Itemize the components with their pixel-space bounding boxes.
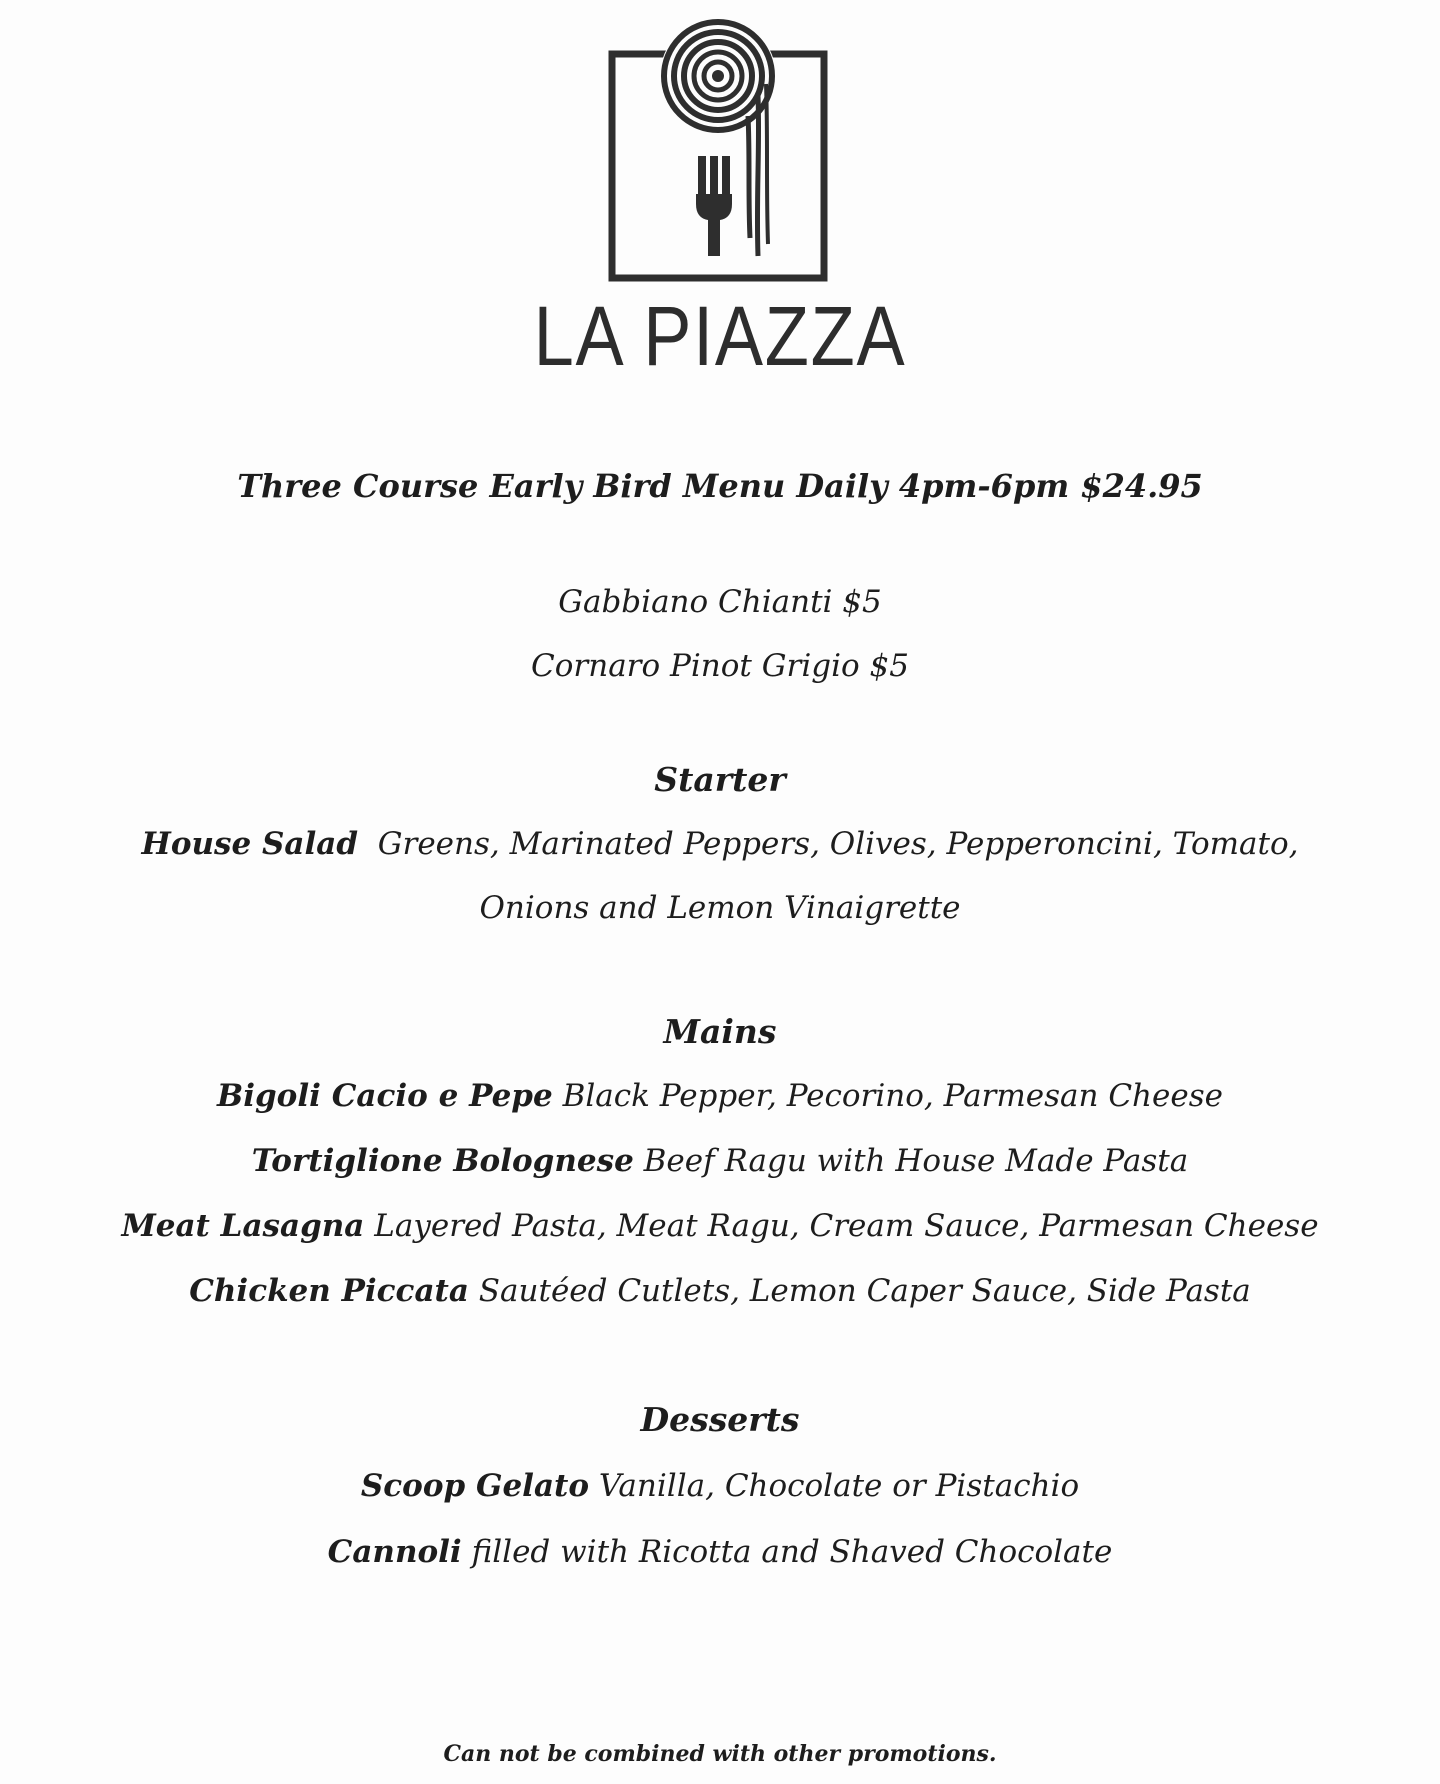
fork-spaghetti-logo-icon xyxy=(598,6,838,282)
mains-item xyxy=(0,1271,1440,1311)
item-description: filled with Ricotta and Shaved Chocolate xyxy=(471,1534,1113,1570)
desserts-item xyxy=(0,1532,1440,1572)
item-name: Scoop Gelato xyxy=(360,1468,590,1504)
item-name: House Salad xyxy=(141,826,359,862)
mains-heading: Mains xyxy=(663,1012,777,1051)
early-bird-tagline: Three Course Early Bird Menu Daily 4pm-6pm $24.95 xyxy=(237,467,1203,505)
mains-item xyxy=(0,1206,1440,1246)
item-name: Cannoli xyxy=(327,1534,462,1570)
starter-item xyxy=(0,824,1440,864)
item-description: Sautéed Cutlets, Lemon Caper Sauce, Side Pasta xyxy=(478,1273,1251,1309)
wine-line-1: Gabbiano Chianti $5 xyxy=(558,584,882,620)
item-description: Greens, Marinated Peppers, Olives, Pepperoncini, Tomato, xyxy=(377,826,1299,862)
mains-item xyxy=(0,1141,1440,1181)
desserts-item xyxy=(0,1466,1440,1506)
wine-line-2: Cornaro Pinot Grigio $5 xyxy=(531,648,909,684)
starter-heading: Starter xyxy=(654,760,786,799)
brand-name: LA PIAZZA xyxy=(533,289,907,383)
desserts-heading: Desserts xyxy=(640,1400,800,1439)
mains-item xyxy=(0,1076,1440,1116)
item-description: Vanilla, Chocolate or Pistachio xyxy=(598,1468,1080,1504)
item-description: Black Pepper, Pecorino, Parmesan Cheese xyxy=(562,1078,1223,1114)
item-description: Layered Pasta, Meat Ragu, Cream Sauce, Parmesan Cheese xyxy=(374,1208,1319,1244)
item-description: Beef Ragu with House Made Pasta xyxy=(643,1143,1189,1179)
promotion-notice: Can not be combined with other promotions. xyxy=(443,1741,997,1767)
item-name: Tortiglione Bolognese xyxy=(251,1143,634,1179)
starter-item-desc-continued: Onions and Lemon Vinaigrette xyxy=(479,890,961,926)
item-name: Bigoli Cacio e Pepe xyxy=(217,1078,553,1114)
item-name: Chicken Piccata xyxy=(189,1273,469,1309)
item-name: Meat Lasagna xyxy=(121,1208,365,1244)
